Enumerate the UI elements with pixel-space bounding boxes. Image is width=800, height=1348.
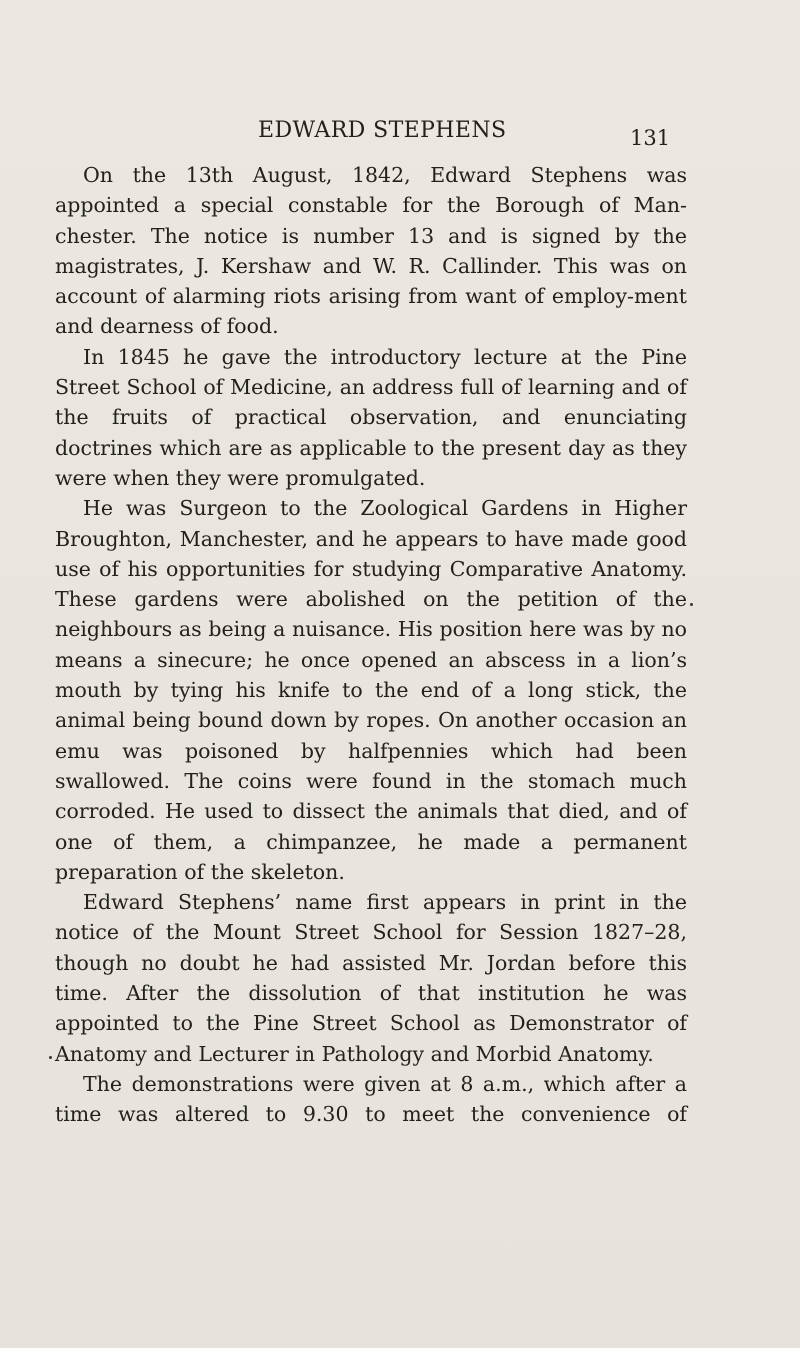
running-title: EDWARD STEPHENS (258, 118, 507, 143)
paragraph-demonstrations: The demonstrations were given at 8 a.m., which after a time was altered to 9.30 to meet the convenience of (55, 1071, 687, 1127)
body-text (55, 160, 687, 1130)
paragraph-special-constable: On the 13th August, 1842, Edward Stephens was appointed a special constable for the Borough of Man-chester. The notice is number 13 and is signed by the magistrates, J. Kershaw and W. R. Callinder. This was on account of alarming riots arising from want of employ-ment and dearness of food. (55, 163, 687, 339)
print-speck (690, 603, 693, 606)
paragraph-introductory-lecture: In 1845 he gave the introductory lecture at the Pine Street School of Medicine, an address full of learning and of the fruits of practical observation, and enunciating doctrines which are as applicable to the present day as they were when they were promulgated. (55, 344, 687, 490)
paragraph-mount-street-school: Edward Stephens’ name first appears in print in the notice of the Mount Street School for Session 1827–28, though no doubt he had assisted Mr. Jordan before this time. After the dissolution of that institution he was appointed to the Pine Street School as Demonstrator of Anatomy and Lecturer in Pathology and Morbid Anatomy. (55, 890, 687, 1066)
page-header (0, 118, 800, 152)
print-speck (49, 1056, 52, 1059)
page-number: 131 (630, 126, 671, 150)
paragraph-zoological-gardens: He was Surgeon to the Zoological Gardens in Higher Broughton, Manchester, and he appears to have made good use of his opportunities for studying Comparative Anatomy. These gardens were abolished on the petition of the neighbours as being a nuisance. His position here was by no means a sinecure; he once opened an abscess in a lion’s mouth by tying his knife to the end of a long stick, the animal being bound down by ropes. On another occasion an emu was poisoned by halfpennies which had been swallowed. The coins were found in the stomach much corroded. He used to dissect the animals that died, and of one of them, a chimpanzee, he made a permanent preparation of the skeleton. (55, 496, 687, 884)
